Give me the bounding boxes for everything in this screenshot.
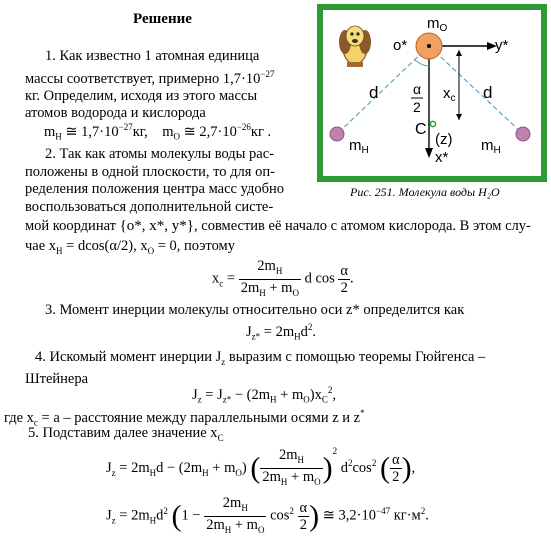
figure-frame bbox=[317, 4, 547, 182]
p2-line1: 2. Так как атомы молекулы воды рас- bbox=[45, 146, 274, 162]
hydrogen-atom-left bbox=[330, 127, 344, 141]
label-z: (z) bbox=[435, 131, 453, 148]
where-xc-line: где $x_c = a$ – расстояние между параллельными осями z и z* bbox=[4, 408, 365, 428]
formula-jz-star: $J_{z*} = 2m_Hd^2$. bbox=[246, 322, 316, 342]
p2-line5: мой координат {o*, x*, y*}, совместив её начало с атомом кислорода. В этом слу- bbox=[25, 218, 531, 234]
p4-line1: 4. Искомый момент инерции $J_z$ выразим с помощью теоремы Гюйгенса – bbox=[35, 349, 486, 367]
p2-line2: положены в одной плоскости, то для оп- bbox=[25, 163, 275, 180]
p2-line3: ределения положения центра масс удобно bbox=[25, 181, 284, 197]
p2-line4: воспользоваться дополнительной систе- bbox=[25, 198, 274, 215]
label-d-left: d bbox=[369, 83, 379, 102]
frac-mass-2: $\frac{2m_H}{2m_H + m_O}$ bbox=[262, 447, 321, 488]
molecule-diagram bbox=[323, 10, 541, 176]
paragraph-3: 3. Момент инерции молекулы относительно оси z* определится как bbox=[45, 302, 465, 318]
paragraph-5: 5. Подставим далее значение $x_C$ bbox=[28, 425, 224, 443]
label-d-right: d bbox=[483, 83, 493, 102]
formula-steiner: $J_z = J_{z*} - (2m_H + m_O)x_C^2$, bbox=[192, 385, 336, 405]
paragraph-4 bbox=[25, 349, 547, 389]
frac-mass: $\frac{2m_H}{2m_H + m_O}$ bbox=[240, 258, 299, 298]
label-mh-right: $m_H$ bbox=[481, 137, 501, 156]
formula-xc: $x_c$ = $\frac{2m_H}{2m_H + m_O}$ d cos $\frac{\alpha}{2}$ . bbox=[212, 258, 354, 301]
center-of-mass-point bbox=[430, 121, 435, 126]
frac-alpha-3: $\frac{\alpha}{2}$ bbox=[299, 499, 308, 533]
p1-line4: атомов водорода и кислорода bbox=[25, 105, 206, 122]
figure-caption: Рис. 251. Молекула воды H₂O bbox=[350, 185, 500, 199]
label-alpha: α bbox=[413, 81, 422, 97]
label-xstar: x* bbox=[435, 149, 449, 166]
p1-line2: массы соответствует, примерно $1,7\cdot 10^{-27}$ bbox=[25, 68, 275, 87]
label-ostar: o* bbox=[393, 37, 408, 54]
label-c: C bbox=[415, 121, 427, 138]
figure-canvas bbox=[323, 10, 541, 176]
formula-jz-expanded: $J_z = 2m_Hd - (2m_H + m_O)$ ( $\frac{2m_H}{2m_H + m_O}$ )$^2$ $d^2\cos^2$ ( $\frac{\alpha}{2}$ ), bbox=[106, 446, 415, 490]
p4-line2: Штейнера bbox=[25, 371, 89, 388]
coord-set: {o*, x*, y*} bbox=[119, 218, 195, 234]
masses-formula: $m_H$ ≅ $1,7\cdot 10^{-27}кг$, $m_O$ ≅ $2,7\cdot 10^{-26}кг$ . bbox=[44, 122, 272, 142]
mascot-dog-icon bbox=[339, 26, 371, 67]
frac-alpha-2: $\frac{\alpha}{2}$ bbox=[391, 452, 400, 486]
p1-line1: 1. Как известно 1 атомная единица bbox=[45, 48, 260, 64]
paragraph-1 bbox=[25, 48, 309, 123]
label-mh-left: $m_H$ bbox=[349, 137, 369, 156]
hydrogen-atom-right bbox=[516, 127, 530, 141]
solution-title: Решение bbox=[133, 11, 192, 27]
formula-jz-final: $J_z = 2m_Hd^2$ (1 − $\frac{2m_H}{2m_H + m_O}$ $\cos^2$ $\frac{\alpha}{2}$ ) ≅ $3,2\cdot 10^{-47}$ $кг\cdot м^2$. bbox=[106, 495, 429, 538]
label-xc: $x_c$ bbox=[443, 85, 456, 104]
p2-line6: чае $x_H = dcos(\alpha/2)$, $x_O = 0$, поэтому bbox=[25, 238, 235, 256]
label-mo: $m_O$ bbox=[427, 15, 448, 34]
label-ystar: y* bbox=[495, 37, 509, 54]
paragraph-2 bbox=[25, 146, 309, 216]
frac-alpha: $\frac{\alpha}{2}$ bbox=[340, 262, 349, 296]
frac-mass-3: $\frac{2m_H}{2m_H + m_O}$ bbox=[206, 495, 265, 535]
label-two: 2 bbox=[413, 99, 421, 115]
p1-line3: кг. Определим, исходя из этого массы bbox=[25, 87, 258, 104]
